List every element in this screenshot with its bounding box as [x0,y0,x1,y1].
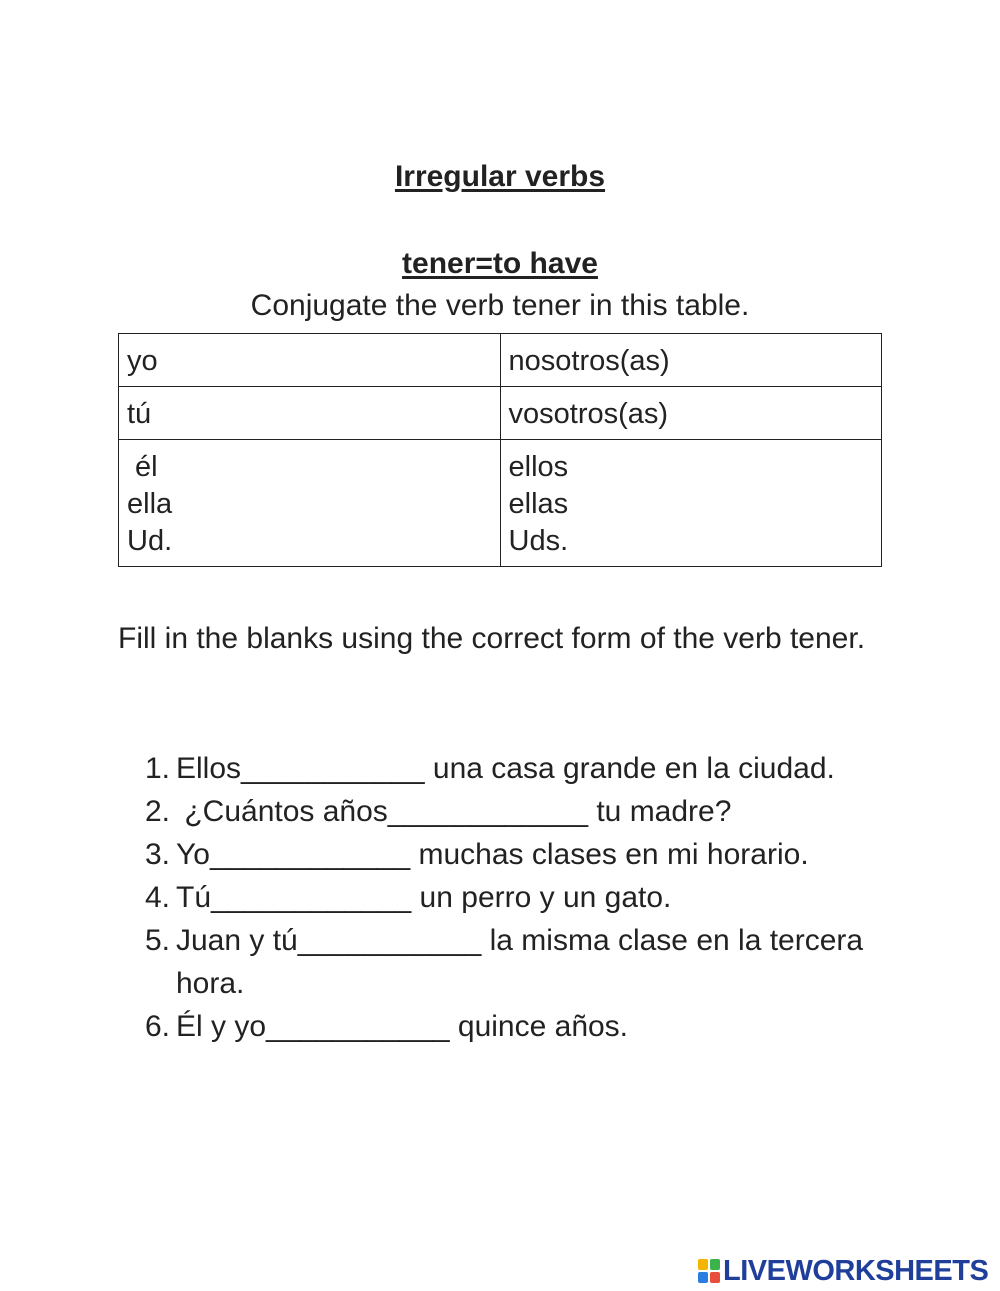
table-row [119,387,882,440]
title-text: Irregular verbs [394,160,606,193]
table-cell-right [500,387,882,440]
table-instructions: Conjugate the verb tener in this table. [250,289,750,322]
exercise-number: 4. [145,881,171,914]
table-row [119,334,882,387]
table-cell-right [500,440,882,567]
table-cell-left [119,387,501,440]
logo-square-icon [698,1259,708,1270]
exercise-text: Ellos___________ una casa grande en la ciudad. [176,752,835,785]
logo-square-icon [710,1272,720,1283]
exercise-text: ¿Cuántos años____________ tu madre? [176,795,732,828]
exercise-text: Juan y tú___________ la misma clase en la tercera hora. [176,924,864,1000]
logo-text: LIVEWORKSHEETS [723,1254,989,1287]
exercise-number: 6. [145,1010,171,1043]
exercise-text: Él y yo___________ quince años. [176,1010,629,1043]
exercise-number: 2. [145,795,171,828]
pronoun: vosotros(as) [508,398,669,430]
exercise-number: 3. [145,838,171,871]
list-item [145,747,885,790]
table-cell-right [500,334,882,387]
list-item [145,790,885,833]
verb-heading [0,247,1000,281]
table-cell-left [119,334,501,387]
exercise-text: Yo____________ muchas clases en mi horario. [176,838,809,871]
list-item [145,1005,885,1048]
list-item [145,833,885,876]
logo-square-icon [710,1259,720,1270]
pronoun: Uds. [508,525,569,557]
pronoun: yo [127,345,158,377]
table-row [119,440,882,567]
pronoun: nosotros(as) [508,345,670,377]
fill-instructions: Fill in the blanks using the correct form of the verb tener. [118,622,866,655]
table-cell-left [119,440,501,567]
verb-heading-text: tener=to have [402,247,598,280]
liveworksheets-logo[interactable] [698,1256,988,1286]
pronoun: ellas [508,488,569,520]
conjugation-table [118,333,882,567]
list-item [145,919,885,1005]
exercise-number: 1. [145,752,171,785]
list-item [145,876,885,919]
pronoun: él [127,451,158,483]
logo-square-icon [698,1272,708,1283]
pronoun: ella [127,488,173,520]
pronoun: ellos [508,451,569,483]
pronoun: tú [127,398,152,430]
page-title [0,160,1000,194]
exercise-number: 5. [145,924,171,957]
liveworksheets-logo-icon [698,1259,720,1283]
exercise-list [145,747,885,1048]
pronoun: Ud. [127,525,173,557]
exercise-text: Tú____________ un perro y un gato. [176,881,672,914]
